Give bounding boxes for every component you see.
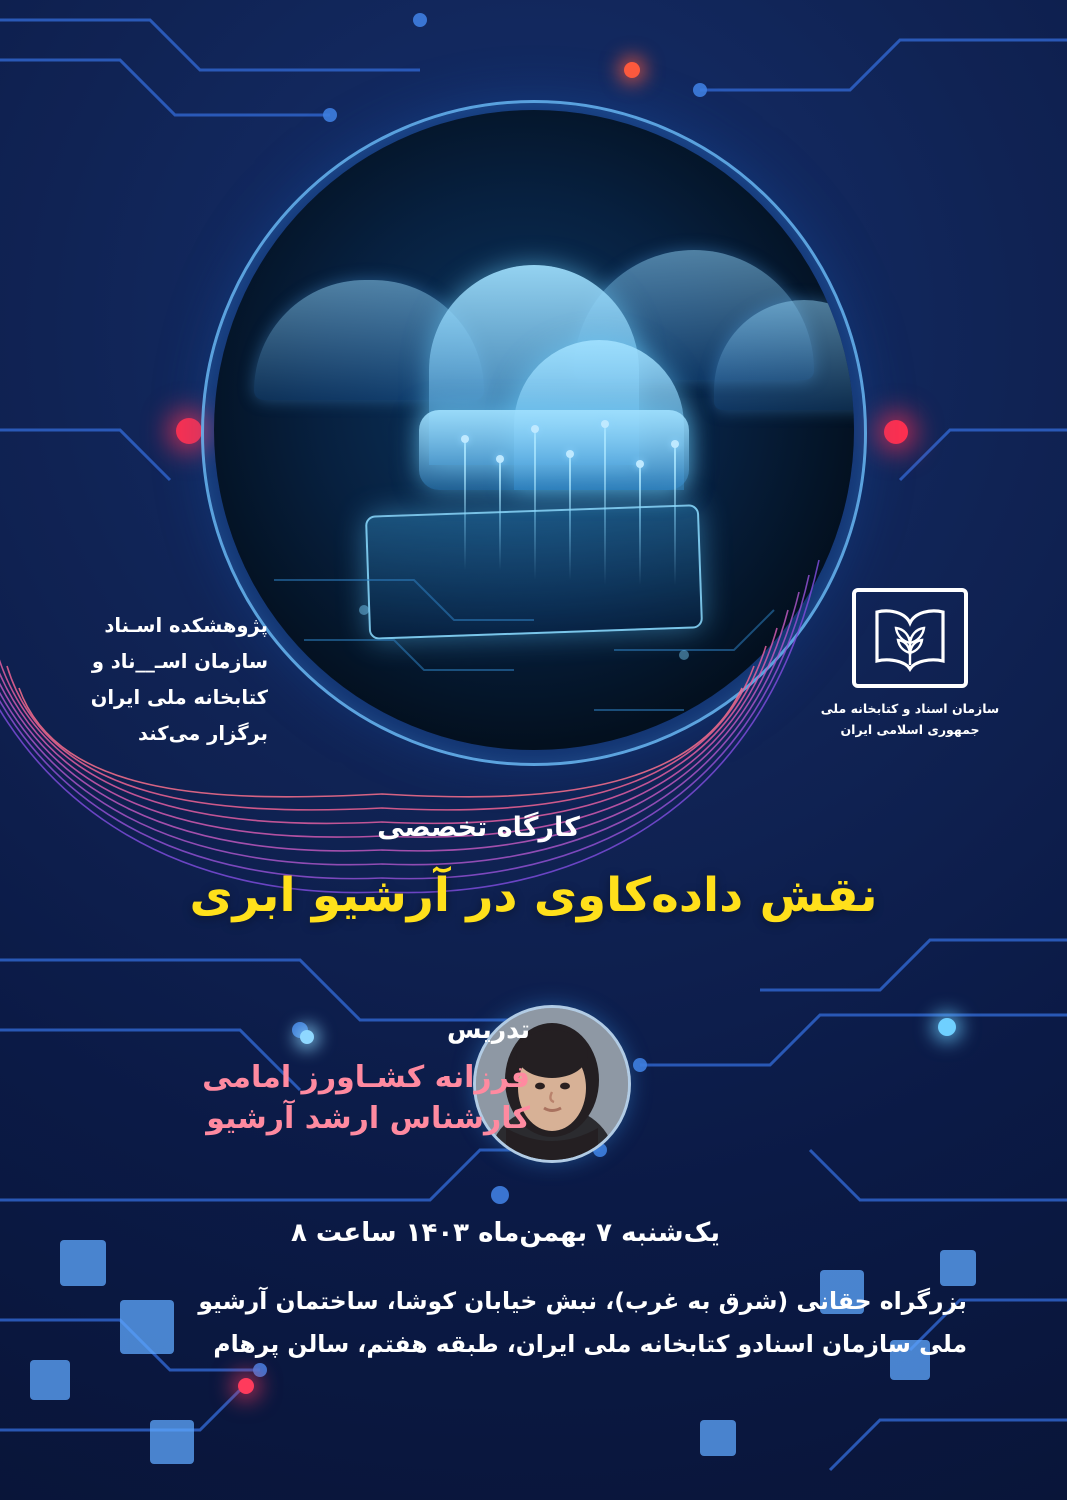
workshop-kicker (0, 812, 1067, 843)
address-line-1: بزرگراه حقانی (شرق به غرب)، نبش خیابان کوشا، ساختمان آرشیو (198, 1287, 967, 1315)
national-library-logo (815, 588, 1005, 741)
organizer-block (28, 608, 268, 752)
event-datetime-text: یک‌شنبه ۷ بهمن‌ماه ۱۴۰۳ ساعت ۸ (290, 1218, 721, 1248)
presenter-role: کارشناس ارشد آرشیو (206, 1100, 530, 1136)
page-title: نقش داده‌کاوی در آرشیو ابری (189, 868, 878, 923)
event-address (110, 1280, 967, 1367)
presenter-block (0, 1005, 1067, 1170)
hero-image (214, 110, 854, 750)
logo-caption-line-1: سازمان اسناد و کتابخانه ملی (820, 701, 1000, 716)
organizer-line-1: پژوهشکده اسـناد (104, 614, 268, 637)
event-datetime (0, 1218, 1067, 1248)
organizer-line-3: کتابخانه ملی ایران (90, 686, 268, 710)
address-line-2: ملی سازمان اسنادو کتابخانه ملی ایران، طبقه هفتم، سالن پرهام (213, 1330, 967, 1359)
organizer-line-4: برگزار می‌کند (138, 722, 268, 746)
open-book-with-plant-icon (852, 588, 968, 688)
presenter-name: فرزانه کشـاورز امامی (202, 1060, 530, 1095)
logo-caption (815, 698, 1005, 741)
presenter-text (60, 1015, 530, 1139)
workshop-kicker-text: کارگاه تخصصی (377, 812, 580, 843)
organizer-line-2: سازمان اسـ__ناد و (91, 650, 268, 674)
presenter-label: تدریس (447, 1015, 530, 1044)
logo-caption-line-2: جمهوری اسلامی ایران (840, 722, 980, 738)
